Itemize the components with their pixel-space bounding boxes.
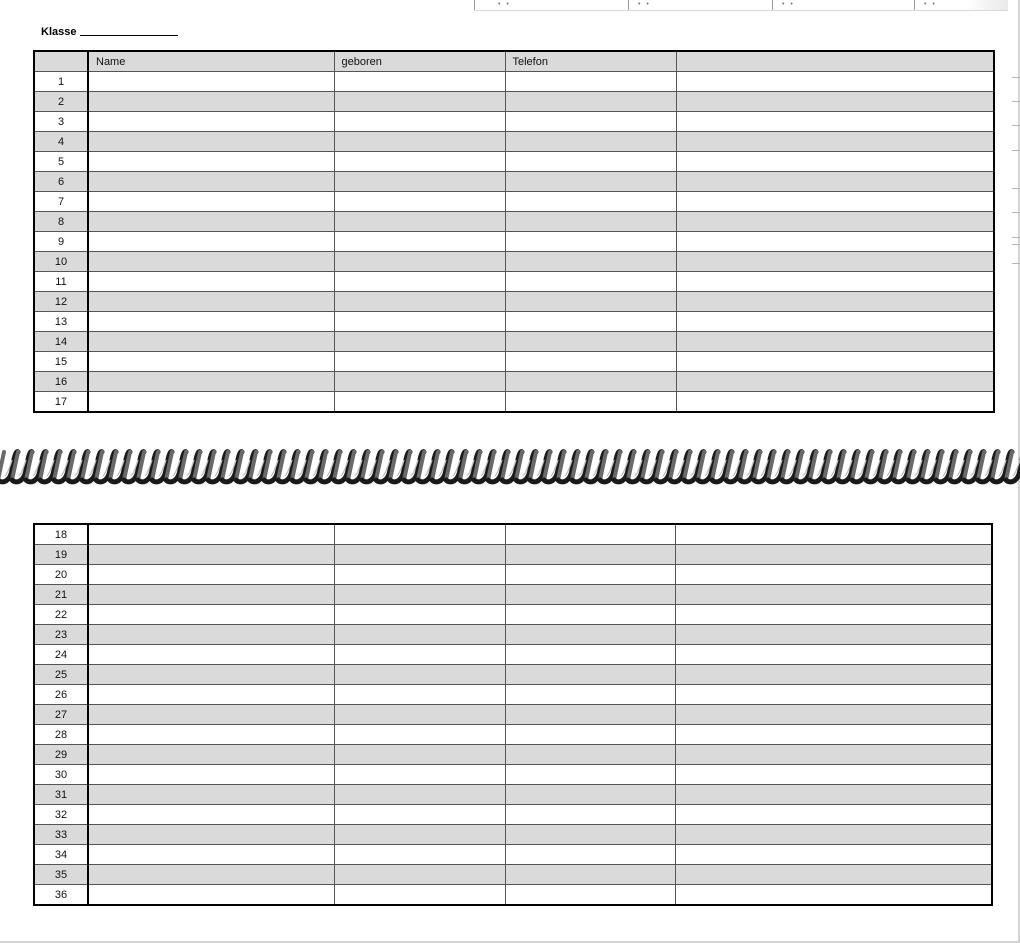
extra-cell[interactable] [675, 865, 992, 885]
birthdate-cell[interactable] [334, 765, 505, 785]
birthdate-cell[interactable] [334, 685, 505, 705]
phone-cell[interactable] [505, 885, 675, 906]
extra-cell[interactable] [676, 372, 994, 392]
table-row [34, 292, 994, 312]
birthdate-cell[interactable] [334, 524, 505, 545]
extra-cell[interactable] [675, 845, 992, 865]
row-number: 36 [34, 885, 88, 906]
phone-cell[interactable] [505, 625, 675, 645]
table-row [34, 332, 994, 352]
table-row [34, 152, 994, 172]
table-row [34, 272, 994, 292]
table-row [34, 665, 992, 685]
name-cell[interactable] [88, 625, 334, 645]
birthdate-cell[interactable] [334, 605, 505, 625]
extra-cell[interactable] [676, 172, 994, 192]
name-cell[interactable] [88, 605, 334, 625]
birthdate-cell[interactable] [334, 805, 505, 825]
row-number: 19 [34, 545, 88, 565]
table-row [34, 705, 992, 725]
extra-cell[interactable] [676, 132, 994, 152]
extra-cell[interactable] [675, 725, 992, 745]
row-number: 24 [34, 645, 88, 665]
row-number: 16 [34, 372, 88, 392]
row-number: 25 [34, 665, 88, 685]
name-cell[interactable] [88, 645, 334, 665]
name-cell[interactable] [88, 212, 334, 232]
extra-cell[interactable] [676, 192, 994, 212]
name-cell[interactable] [88, 92, 334, 112]
name-cell[interactable] [88, 745, 334, 765]
extra-cell[interactable] [676, 232, 994, 252]
row-number: 34 [34, 845, 88, 865]
phone-cell[interactable] [505, 705, 675, 725]
row-number: 32 [34, 805, 88, 825]
name-cell[interactable] [88, 805, 334, 825]
table-row [34, 212, 994, 232]
phone-cell[interactable] [505, 565, 675, 585]
table-row [34, 172, 994, 192]
phone-cell[interactable] [505, 232, 676, 252]
phone-cell[interactable] [505, 605, 675, 625]
extra-cell[interactable] [675, 745, 992, 765]
extra-cell[interactable] [675, 805, 992, 825]
table-row [34, 625, 992, 645]
birthdate-cell[interactable] [334, 885, 505, 906]
name-cell[interactable] [88, 524, 334, 545]
row-number: 11 [34, 272, 88, 292]
row-number: 7 [34, 192, 88, 212]
birthdate-cell[interactable] [334, 332, 505, 352]
name-cell[interactable] [88, 685, 334, 705]
row-number: 31 [34, 785, 88, 805]
table-row [34, 392, 994, 413]
phone-cell[interactable] [505, 845, 675, 865]
table-row [34, 252, 994, 272]
table-row [34, 372, 994, 392]
phone-cell[interactable] [505, 172, 676, 192]
name-cell[interactable] [88, 332, 334, 352]
name-cell[interactable] [88, 825, 334, 845]
row-number: 35 [34, 865, 88, 885]
row-number: 20 [34, 565, 88, 585]
phone-cell[interactable] [505, 112, 676, 132]
birthdate-cell[interactable] [334, 92, 505, 112]
phone-cell[interactable] [505, 312, 676, 332]
row-number: 6 [34, 172, 88, 192]
row-number: 14 [34, 332, 88, 352]
row-number: 10 [34, 252, 88, 272]
extra-cell[interactable] [676, 92, 994, 112]
birthdate-cell[interactable] [334, 865, 505, 885]
table-row [34, 72, 994, 92]
phone-cell[interactable] [505, 765, 675, 785]
phone-cell[interactable] [505, 252, 676, 272]
name-cell[interactable] [88, 765, 334, 785]
phone-cell[interactable] [505, 132, 676, 152]
birthdate-cell[interactable] [334, 212, 505, 232]
extra-cell[interactable] [676, 252, 994, 272]
extra-cell[interactable] [675, 565, 992, 585]
extra-cell[interactable] [676, 72, 994, 92]
column-header: geboren [334, 51, 505, 72]
header-corner [34, 51, 88, 72]
row-number: 4 [34, 132, 88, 152]
extra-cell[interactable] [676, 112, 994, 132]
extra-cell[interactable] [676, 152, 994, 172]
birthdate-cell[interactable] [334, 292, 505, 312]
table-row [34, 745, 992, 765]
row-number: 30 [34, 765, 88, 785]
name-cell[interactable] [88, 352, 334, 372]
row-number: 8 [34, 212, 88, 232]
row-number: 33 [34, 825, 88, 845]
table-row [34, 685, 992, 705]
table-row [34, 805, 992, 825]
row-number: 26 [34, 685, 88, 705]
birthdate-cell[interactable] [334, 705, 505, 725]
row-number: 9 [34, 232, 88, 252]
birthdate-cell[interactable] [334, 172, 505, 192]
birthdate-cell[interactable] [334, 825, 505, 845]
phone-cell[interactable] [505, 685, 675, 705]
ruler-strip: • • • • • • • • [474, 0, 1008, 11]
table-row [34, 232, 994, 252]
birthdate-cell[interactable] [334, 625, 505, 645]
table-row [34, 825, 992, 845]
birthdate-cell[interactable] [334, 192, 505, 212]
name-cell[interactable] [88, 585, 334, 605]
extra-cell[interactable] [675, 885, 992, 906]
class-blank-line[interactable] [80, 35, 178, 36]
table-row [34, 524, 992, 545]
extra-cell[interactable] [675, 625, 992, 645]
table-row [34, 352, 994, 372]
table-row [34, 885, 992, 906]
birthdate-cell[interactable] [334, 252, 505, 272]
row-number: 18 [34, 524, 88, 545]
phone-cell[interactable] [505, 785, 675, 805]
name-cell[interactable] [88, 865, 334, 885]
name-cell[interactable] [88, 112, 334, 132]
name-cell[interactable] [88, 232, 334, 252]
extra-cell[interactable] [676, 392, 994, 413]
phone-cell[interactable] [505, 272, 676, 292]
extra-cell[interactable] [676, 352, 994, 372]
table-row [34, 132, 994, 152]
name-cell[interactable] [88, 665, 334, 685]
phone-cell[interactable] [505, 805, 675, 825]
birthdate-cell[interactable] [334, 152, 505, 172]
extra-cell[interactable] [675, 645, 992, 665]
table-row [34, 565, 992, 585]
row-number: 13 [34, 312, 88, 332]
table-row [34, 192, 994, 212]
table-row [34, 92, 994, 112]
name-cell[interactable] [88, 785, 334, 805]
extra-cell[interactable] [675, 825, 992, 845]
row-number: 21 [34, 585, 88, 605]
name-cell[interactable] [88, 372, 334, 392]
row-number: 1 [34, 72, 88, 92]
column-header: Telefon [505, 51, 676, 72]
name-cell[interactable] [88, 885, 334, 906]
phone-cell[interactable] [505, 72, 676, 92]
birthdate-cell[interactable] [334, 785, 505, 805]
name-cell[interactable] [88, 545, 334, 565]
extra-cell[interactable] [675, 685, 992, 705]
table-row [34, 845, 992, 865]
birthdate-cell[interactable] [334, 112, 505, 132]
table-row [34, 865, 992, 885]
table-row [34, 605, 992, 625]
binding-spring-icon [0, 440, 1020, 492]
extra-cell[interactable] [675, 705, 992, 725]
row-number: 23 [34, 625, 88, 645]
birthdate-cell[interactable] [334, 585, 505, 605]
table-row [34, 725, 992, 745]
row-number: 17 [34, 392, 88, 413]
row-number: 3 [34, 112, 88, 132]
table-row [34, 765, 992, 785]
row-number: 22 [34, 605, 88, 625]
extra-cell[interactable] [676, 292, 994, 312]
name-cell[interactable] [88, 705, 334, 725]
name-cell[interactable] [88, 192, 334, 212]
birthdate-cell[interactable] [334, 372, 505, 392]
phone-cell[interactable] [505, 725, 675, 745]
phone-cell[interactable] [505, 392, 676, 413]
birthdate-cell[interactable] [334, 352, 505, 372]
name-cell[interactable] [88, 845, 334, 865]
birthdate-cell[interactable] [334, 545, 505, 565]
table-row [34, 545, 992, 565]
roster-table-bottom [33, 523, 993, 906]
extra-cell[interactable] [675, 545, 992, 565]
column-header: Name [88, 51, 334, 72]
table-row [34, 112, 994, 132]
extra-cell[interactable] [676, 212, 994, 232]
name-cell[interactable] [88, 312, 334, 332]
phone-cell[interactable] [505, 545, 675, 565]
row-number: 27 [34, 705, 88, 725]
name-cell[interactable] [88, 725, 334, 745]
extra-cell[interactable] [675, 605, 992, 625]
phone-cell[interactable] [505, 665, 675, 685]
column-header [676, 51, 994, 72]
birthdate-cell[interactable] [334, 392, 505, 413]
phone-cell[interactable] [505, 152, 676, 172]
extra-cell[interactable] [675, 585, 992, 605]
name-cell[interactable] [88, 72, 334, 92]
name-cell[interactable] [88, 172, 334, 192]
phone-cell[interactable] [505, 352, 676, 372]
name-cell[interactable] [88, 392, 334, 413]
birthdate-cell[interactable] [334, 72, 505, 92]
birthdate-cell[interactable] [334, 665, 505, 685]
phone-cell[interactable] [505, 212, 676, 232]
extra-cell[interactable] [675, 524, 992, 545]
phone-cell[interactable] [505, 825, 675, 845]
table-row [34, 785, 992, 805]
row-number: 15 [34, 352, 88, 372]
birthdate-cell[interactable] [334, 312, 505, 332]
row-number: 12 [34, 292, 88, 312]
table-row [34, 645, 992, 665]
row-number: 28 [34, 725, 88, 745]
table-row [34, 312, 994, 332]
phone-cell[interactable] [505, 745, 675, 765]
birthdate-cell[interactable] [334, 725, 505, 745]
name-cell[interactable] [88, 272, 334, 292]
table-header-row [34, 51, 994, 72]
phone-cell[interactable] [505, 332, 676, 352]
extra-cell[interactable] [676, 312, 994, 332]
extra-cell[interactable] [676, 332, 994, 352]
birthdate-cell[interactable] [334, 565, 505, 585]
phone-cell[interactable] [505, 372, 676, 392]
extra-cell[interactable] [676, 272, 994, 292]
name-cell[interactable] [88, 292, 334, 312]
row-number: 29 [34, 745, 88, 765]
phone-cell[interactable] [505, 865, 675, 885]
row-number: 2 [34, 92, 88, 112]
birthdate-cell[interactable] [334, 645, 505, 665]
phone-cell[interactable] [505, 92, 676, 112]
birthdate-cell[interactable] [334, 272, 505, 292]
extra-cell[interactable] [675, 785, 992, 805]
phone-cell[interactable] [505, 524, 675, 545]
phone-cell[interactable] [505, 292, 676, 312]
name-cell[interactable] [88, 252, 334, 272]
birthdate-cell[interactable] [334, 845, 505, 865]
birthdate-cell[interactable] [334, 232, 505, 252]
phone-cell[interactable] [505, 192, 676, 212]
birthdate-cell[interactable] [334, 745, 505, 765]
table-row [34, 585, 992, 605]
name-cell[interactable] [88, 565, 334, 585]
row-number: 5 [34, 152, 88, 172]
class-label: Klasse [41, 26, 77, 38]
phone-cell[interactable] [505, 645, 675, 665]
name-cell[interactable] [88, 152, 334, 172]
roster-table-top [33, 50, 995, 413]
birthdate-cell[interactable] [334, 132, 505, 152]
extra-cell[interactable] [675, 665, 992, 685]
name-cell[interactable] [88, 132, 334, 152]
extra-cell[interactable] [675, 765, 992, 785]
class-field [41, 26, 178, 38]
phone-cell[interactable] [505, 585, 675, 605]
